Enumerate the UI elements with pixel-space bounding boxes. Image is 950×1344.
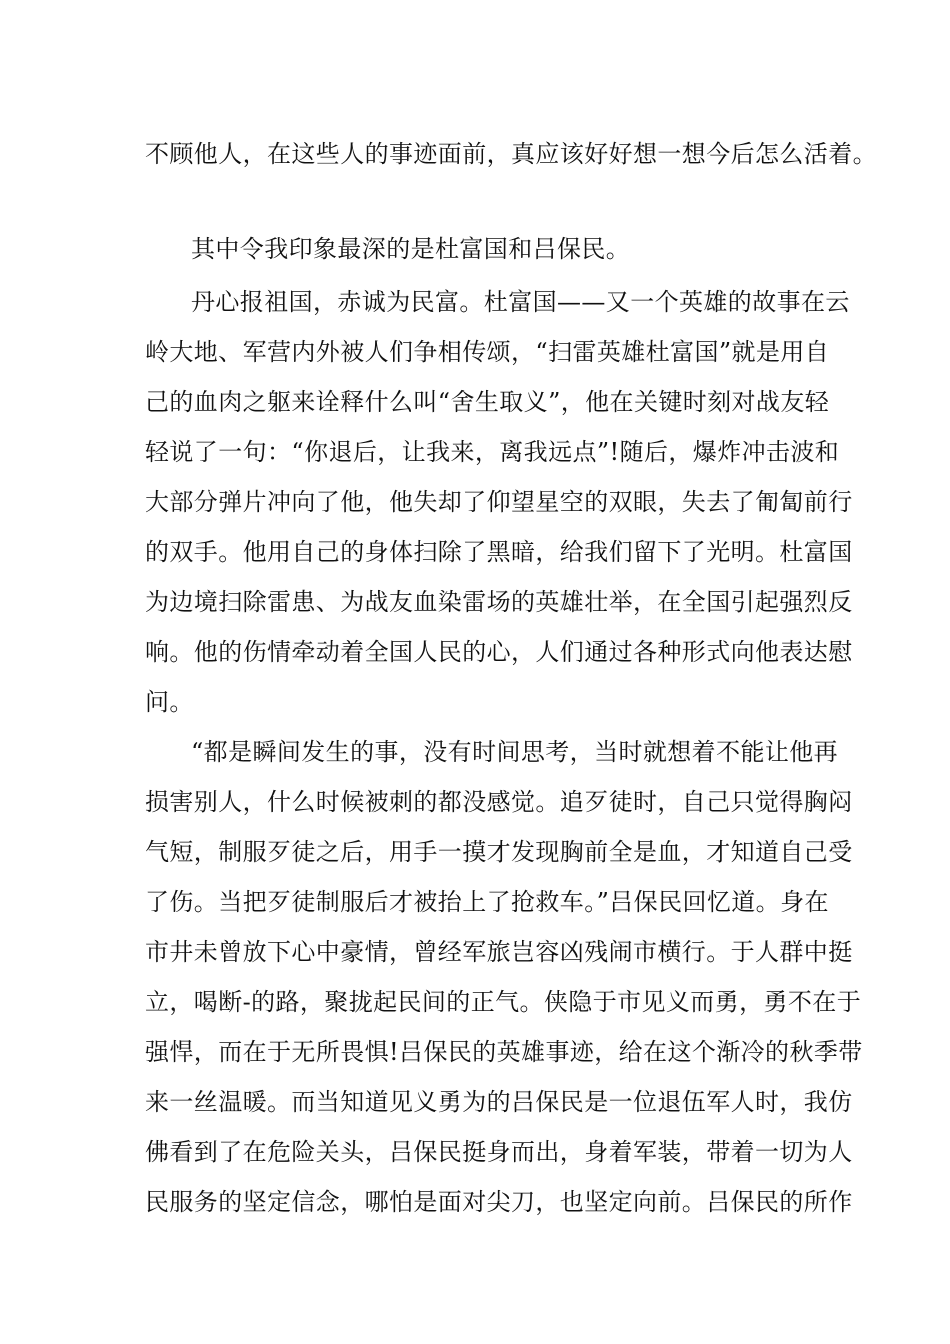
paragraph-line: 了伤。当把歹徒制服后才被抬上了抢救车。”吕保民回忆道。身在 (145, 888, 829, 916)
paragraph-line: 立，喝断-的路，聚拢起民间的正气。侠隐于市见义而勇，勇不在于 (145, 988, 862, 1016)
paragraph-line: 佛看到了在危险关头，吕保民挺身而出，身着军装，带着一切为人 (145, 1138, 853, 1166)
paragraph-line: 岭大地、军营内外被人们争相传颂，“扫雷英雄杜富国”就是用自 (145, 338, 830, 366)
paragraph-line: 响。他的伤情牵动着全国人民的心，人们通过各种形式向他表达慰 (145, 638, 853, 666)
paragraph-line: 的双手。他用自己的身体扫除了黑暗，给我们留下了光明。杜富国 (145, 538, 853, 566)
paragraph-line: 轻说了一句：“你退后，让我来，离我远点”!随后，爆炸冲击波和 (145, 438, 840, 466)
paragraph-line: 市井未曾放下心中豪情，曾经军旅岂容凶残闹市横行。于人群中挺 (145, 938, 853, 966)
paragraph-line: 强悍，而在于无所畏惧!吕保民的英雄事迹，给在这个渐冷的秋季带 (145, 1038, 863, 1066)
paragraph-line: 大部分弹片冲向了他，他失却了仰望星空的双眼，失去了匍匐前行 (145, 488, 853, 516)
paragraph-line: 其中令我印象最深的是杜富国和吕保民。 (191, 235, 631, 263)
paragraph-line: 己的血肉之躯来诠释什么叫“舍生取义”，他在关键时刻对战友轻 (145, 388, 830, 416)
paragraph-line: 为边境扫除雷患、为战友血染雷场的英雄壮举，在全国引起强烈反 (145, 588, 853, 616)
paragraph-line: 气短，制服歹徒之后，用手一摸才发现胸前全是血，才知道自己受 (145, 838, 853, 866)
paragraph-line: 来一丝温暖。而当知道见义勇为的吕保民是一位退伍军人时，我仿 (145, 1088, 853, 1116)
paragraph-line: 丹心报祖国，赤诚为民富。杜富国——又一个英雄的故事在云 (191, 288, 850, 316)
paragraph-line: 损害别人，什么时候被刺的都没感觉。追歹徒时，自己只觉得胸闷 (145, 788, 853, 816)
paragraph-line: 不顾他人，在这些人的事迹面前，真应该好好想一想今后怎么活着。 (145, 140, 877, 168)
paragraph-line: 问。 (145, 688, 194, 716)
paragraph-line: “都是瞬间发生的事，没有时间思考，当时就想着不能让他再 (191, 738, 839, 766)
paragraph-line: 民服务的坚定信念，哪怕是面对尖刀，也坚定向前。吕保民的所作 (145, 1188, 853, 1216)
